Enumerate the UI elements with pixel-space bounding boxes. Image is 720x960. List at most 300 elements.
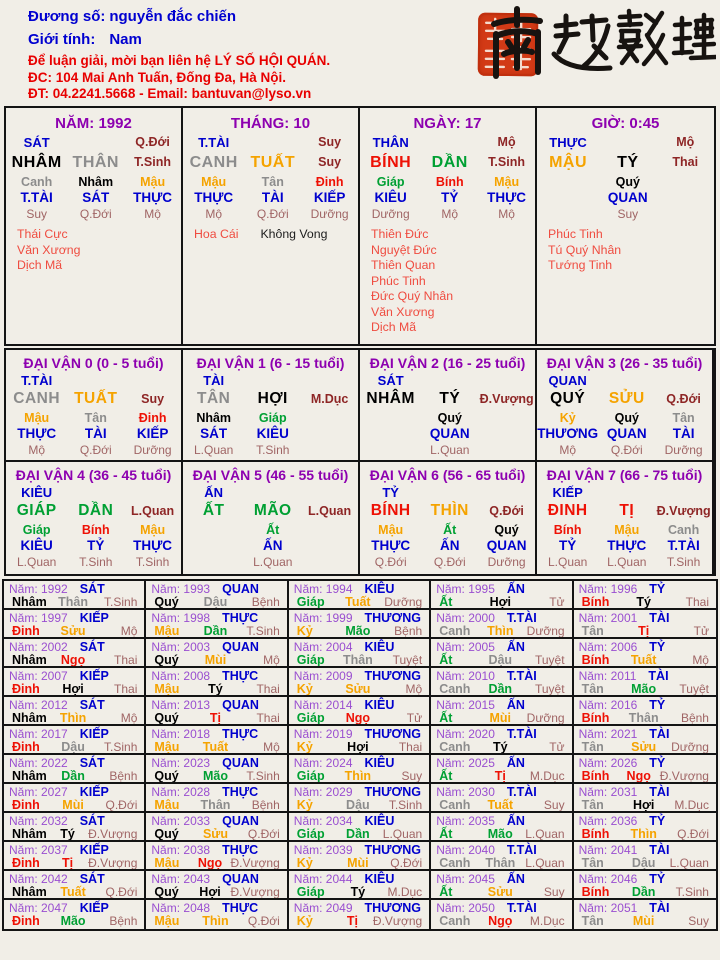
year-cell-2008 xyxy=(146,668,288,697)
year-detail-line xyxy=(431,770,571,784)
year-branch-label: Dậu xyxy=(488,653,513,667)
year-stem-label: Ất xyxy=(439,827,453,841)
year-stage-label: Q.Đới xyxy=(390,856,423,870)
year-branch-label: Tuất xyxy=(345,595,371,609)
year-stage-label: Đ.Vượng xyxy=(372,914,423,928)
year-stem-label: Quý xyxy=(154,653,179,667)
hidden-stems-row xyxy=(6,175,181,190)
year-stage-label: Dưỡng xyxy=(526,711,565,725)
year-stem-label: Tân xyxy=(581,914,604,928)
year-stage-label: L.Quan xyxy=(525,856,565,870)
daivan-cell-2 xyxy=(360,350,537,462)
year-cell-1997 xyxy=(4,610,146,639)
year-stem-label: Mậu xyxy=(154,624,180,638)
year-header-line xyxy=(431,813,571,828)
hidden-stage-label: T.Sinh xyxy=(256,443,290,457)
year-stem-label: Quý xyxy=(154,827,179,841)
year-detail-line xyxy=(574,770,716,784)
stem-branch-row xyxy=(6,388,181,411)
year-stage-label: Tử xyxy=(406,711,423,725)
hidden-star-label: THỰC xyxy=(17,426,57,441)
stem-label: ĐINH xyxy=(547,502,588,519)
year-star-label: QUAN xyxy=(222,697,259,712)
hidden-stem-label: Bính xyxy=(435,175,464,189)
hidden-stage-label xyxy=(657,207,714,222)
year-header-line xyxy=(574,581,716,596)
year-detail-line xyxy=(574,828,716,842)
year-label: Năm: 2024 xyxy=(293,755,353,770)
year-detail-line xyxy=(431,915,571,929)
hidden-stars-row xyxy=(6,426,181,443)
year-stem-label: Quý xyxy=(154,885,179,899)
year-label: Năm: 2038 xyxy=(151,842,211,857)
hidden-stem-label: Kỷ xyxy=(559,411,576,425)
top-star-label: KIÊU xyxy=(21,485,53,500)
hidden-stem-label: Mậu xyxy=(140,175,166,189)
year-cell-2028 xyxy=(146,784,288,813)
year-detail-line xyxy=(4,828,144,842)
stem-branch-row xyxy=(6,500,181,523)
stem-label: MẬU xyxy=(549,154,587,171)
top-stage-label: Mộ xyxy=(497,135,516,149)
year-star-label: KIÊU xyxy=(364,639,395,654)
year-detail-line xyxy=(289,857,429,871)
year-cell-2018 xyxy=(146,726,288,755)
year-branch-label: Sửu xyxy=(487,885,513,899)
gods-line xyxy=(371,289,535,305)
year-header-line xyxy=(4,639,144,654)
god-label: Nguyệt Đức xyxy=(371,242,437,257)
gods-line xyxy=(17,258,181,274)
year-cell-2001 xyxy=(574,610,716,639)
top-stage-label xyxy=(301,485,358,500)
pillar-cell-1 xyxy=(183,108,360,344)
year-detail-line xyxy=(574,799,716,813)
god-label: Thái Cực xyxy=(17,227,68,241)
hidden-stars-row xyxy=(537,190,714,207)
year-label: Năm: 2000 xyxy=(436,610,495,625)
hidden-star-label: ẤN xyxy=(263,538,283,553)
year-stage-label: L.Quan xyxy=(669,856,709,870)
spacer xyxy=(421,485,478,500)
hidden-stem-label: Canh xyxy=(667,523,700,537)
year-branch-label: Hợi xyxy=(489,595,511,609)
hidden-star-label: THỰC xyxy=(133,538,173,553)
year-branch-label: Dần xyxy=(346,827,370,841)
hidden-stars-row xyxy=(537,538,712,555)
year-label: Năm: 2035 xyxy=(436,813,495,828)
hidden-stem-label: Mậu xyxy=(378,523,404,537)
year-label: Năm: 2021 xyxy=(578,726,638,741)
year-branch-label: Mão xyxy=(345,624,371,638)
year-label: Năm: 2047 xyxy=(9,900,68,915)
year-stage-label: Đ.Vượng xyxy=(659,769,709,783)
year-cell-2025 xyxy=(431,755,573,784)
year-star-label: THỰC xyxy=(222,668,259,683)
year-cell-2038 xyxy=(146,842,288,871)
top-star-label: QUAN xyxy=(548,373,587,388)
year-label: Năm: 2011 xyxy=(578,668,637,683)
contact-line-3: ĐT: 04.2241.5668 - Email: bantuvan@lyso.vn xyxy=(28,86,312,101)
stem-branch-row xyxy=(183,500,358,523)
pillar-top-row xyxy=(360,485,535,500)
year-star-label: T.TÀI xyxy=(506,610,537,625)
year-header-line xyxy=(289,639,429,654)
year-stem-label: Giáp xyxy=(296,595,325,609)
god-label: Tướng Tinh xyxy=(548,258,613,272)
branch-label: HỢI xyxy=(257,390,288,407)
pillar-top-row xyxy=(537,485,712,500)
year-detail-line xyxy=(431,828,571,842)
year-detail-line xyxy=(574,741,716,755)
year-label: Năm: 1999 xyxy=(293,610,353,625)
top-star-label: THÂN xyxy=(372,135,409,150)
year-detail-line xyxy=(146,712,286,726)
year-detail-line xyxy=(574,886,716,900)
spacer xyxy=(67,485,124,500)
hidden-stem-label: Mậu xyxy=(614,523,640,537)
stem-branch-row xyxy=(537,388,712,411)
year-detail-line xyxy=(289,828,429,842)
year-detail-line xyxy=(431,857,571,871)
year-stem-label: Bính xyxy=(581,827,610,841)
year-star-label: THƯƠNG xyxy=(364,842,421,857)
year-detail-line xyxy=(146,741,286,755)
hidden-star-label: THƯƠNG xyxy=(537,426,599,441)
year-branch-label: Mùi xyxy=(204,653,227,667)
hidden-stage-label xyxy=(183,555,244,570)
year-cell-2046 xyxy=(574,871,716,900)
year-header-line xyxy=(289,842,429,857)
god-label: Hoa Cái xyxy=(194,227,239,241)
year-header-line xyxy=(574,668,716,683)
year-header-line xyxy=(4,668,144,683)
hidden-stems-row xyxy=(360,175,535,190)
year-stage-label: Q.Đới xyxy=(105,798,138,812)
year-header-line xyxy=(146,755,286,770)
year-star-label: ẤN xyxy=(506,755,525,770)
year-stage-label: M.Dục xyxy=(674,798,709,812)
year-stage-label: Đ.Vượng xyxy=(88,827,138,841)
stage-label: Q.Đới xyxy=(666,392,701,406)
year-header-line xyxy=(574,871,716,886)
year-stem-label: Giáp xyxy=(296,711,325,725)
year-label: Năm: 2030 xyxy=(436,784,495,799)
hidden-stage-label: L.Quan xyxy=(253,555,293,569)
hidden-stem-label: Bính xyxy=(553,523,582,537)
hidden-star-label: TÀI xyxy=(261,190,284,205)
year-stem-label: Tân xyxy=(581,682,604,696)
hidden-stage-label xyxy=(301,555,358,570)
year-detail-line xyxy=(4,770,144,784)
year-cell-1992 xyxy=(4,581,146,610)
year-detail-line xyxy=(289,915,429,929)
year-label: Năm: 2039 xyxy=(293,842,353,857)
year-detail-line xyxy=(146,596,286,610)
year-detail-line xyxy=(289,712,429,726)
stage-label: Đ.Vượng xyxy=(656,504,711,518)
year-branch-label: Tị xyxy=(346,914,358,928)
hidden-stars-row xyxy=(183,426,358,443)
hidden-star-label: KIÊU xyxy=(374,190,407,205)
year-label: Năm: 1993 xyxy=(151,581,211,596)
year-header-line xyxy=(4,842,144,857)
year-header-line xyxy=(431,697,571,712)
year-cell-2030 xyxy=(431,784,573,813)
year-header-line xyxy=(4,726,144,741)
year-stage-label: Tử xyxy=(549,595,565,609)
year-branch-label: Tị xyxy=(62,856,74,870)
year-stem-label: Canh xyxy=(439,914,471,928)
hidden-stage-label xyxy=(360,443,421,458)
year-stem-label: Giáp xyxy=(296,769,325,783)
year-detail-line xyxy=(146,857,286,871)
year-label: Năm: 2031 xyxy=(578,784,638,799)
year-star-label: TỶ xyxy=(649,871,666,886)
year-branch-label: Sửu xyxy=(60,624,86,638)
hidden-stage-label: Suy xyxy=(26,207,48,221)
hidden-stages-row xyxy=(537,207,714,222)
hidden-stem-label: Ất xyxy=(443,523,457,537)
year-header-line xyxy=(431,755,571,770)
year-label: Năm: 2027 xyxy=(9,784,68,799)
year-detail-line xyxy=(146,828,286,842)
year-header-line xyxy=(146,871,286,886)
year-header-line xyxy=(146,697,286,712)
year-label: Năm: 1998 xyxy=(151,610,211,625)
hidden-stage-label xyxy=(301,443,358,458)
year-branch-label: Dần xyxy=(631,885,656,899)
year-detail-line xyxy=(289,741,429,755)
year-cell-2015 xyxy=(431,697,573,726)
year-header-line xyxy=(289,668,429,683)
stem-branch-row xyxy=(360,388,535,411)
year-header-line xyxy=(146,813,286,828)
top-stage-label xyxy=(655,373,712,388)
hidden-stage-label: Q.Đới xyxy=(374,555,407,569)
year-cell-1998 xyxy=(146,610,288,639)
year-stage-label: Mộ xyxy=(263,740,280,754)
hidden-stages-row xyxy=(183,443,358,458)
year-detail-line xyxy=(574,915,716,929)
year-header-line xyxy=(431,581,571,596)
year-label: Năm: 2046 xyxy=(578,871,638,886)
gods-line xyxy=(371,243,535,259)
year-stage-label: Bệnh xyxy=(394,624,423,638)
year-detail-line xyxy=(4,596,144,610)
top-stage-label xyxy=(478,373,535,388)
year-star-label: KIÊU xyxy=(364,813,395,828)
spacer xyxy=(244,134,301,151)
gender-label: Giới tính: xyxy=(28,31,96,48)
year-detail-line xyxy=(146,654,286,668)
year-detail-line xyxy=(574,683,716,697)
stage-label: Suy xyxy=(318,155,342,169)
year-label: Năm: 2015 xyxy=(436,697,495,712)
year-stage-label: Thai xyxy=(256,682,280,696)
daivan-cell-7 xyxy=(537,462,714,574)
hidden-stage-label: Dưỡng xyxy=(133,443,172,457)
year-stem-label: Nhâm xyxy=(12,827,47,841)
hidden-star-label: QUAN xyxy=(486,538,527,553)
year-stem-label: Nhâm xyxy=(12,595,47,609)
year-label: Năm: 1997 xyxy=(9,610,68,625)
year-star-label: TÀI xyxy=(649,610,670,625)
year-stage-label: Suy xyxy=(543,885,565,899)
year-stage-label: Tuyệt xyxy=(392,653,423,667)
contact-line-2: ĐC: 104 Mai Anh Tuấn, Đống Đa, Hà Nội. xyxy=(28,69,287,85)
year-stage-label: Tử xyxy=(549,740,565,754)
top-star-label: SÁT xyxy=(377,373,404,388)
year-branch-label: Hợi xyxy=(62,682,84,696)
stem-branch-row xyxy=(537,151,714,175)
branch-label: TUẤT xyxy=(74,390,118,407)
year-branch-label: Dần xyxy=(61,769,85,783)
spacer xyxy=(244,373,301,388)
year-header-line xyxy=(574,784,716,799)
year-cell-2024 xyxy=(289,755,431,784)
hidden-stage-label: Q.Đới xyxy=(79,207,112,221)
top-star-label: TÀI xyxy=(203,373,225,388)
year-branch-label: Sửu xyxy=(631,740,657,754)
year-stage-label: Bệnh xyxy=(251,595,280,609)
year-stage-label: T.Sinh xyxy=(104,740,138,754)
hidden-stages-row xyxy=(360,555,535,570)
branch-label: MÃO xyxy=(253,502,292,519)
hidden-stem-label: Tân xyxy=(84,411,107,425)
hidden-stars-row xyxy=(6,190,181,207)
daivan-title: ĐẠI VẬN 5 (46 - 55 tuổi) xyxy=(192,467,349,483)
year-stage-label: Mộ xyxy=(120,711,138,725)
hidden-stem-label: Mậu xyxy=(24,411,50,425)
hidden-stem-label xyxy=(478,411,535,426)
year-stage-label: Mộ xyxy=(120,624,138,638)
year-star-label: SÁT xyxy=(79,813,105,828)
hidden-star-label: ẤN xyxy=(440,538,460,553)
hidden-stems-row xyxy=(537,411,712,426)
god-label: Đức Quý Nhân xyxy=(371,289,454,303)
hidden-stem-label: Quý xyxy=(615,175,640,189)
hidden-star-label: TÀI xyxy=(672,426,695,441)
hidden-star-label: TỶ xyxy=(441,190,459,205)
year-stage-label: M.Dục xyxy=(529,769,565,783)
year-label: Năm: 2028 xyxy=(151,784,211,799)
year-stem-label: Tân xyxy=(581,624,604,638)
year-header-line xyxy=(431,726,571,741)
year-branch-label: Tuất xyxy=(630,653,657,667)
year-header-line xyxy=(289,900,429,915)
branch-label: TÝ xyxy=(439,390,461,407)
top-star-label: ẤN xyxy=(204,485,224,500)
stem-label: CANH xyxy=(189,154,238,171)
year-stem-label: Ất xyxy=(439,595,453,609)
year-branch-label: Mão xyxy=(487,827,513,841)
year-cell-2042 xyxy=(4,871,146,900)
year-header-line xyxy=(4,755,144,770)
year-star-label: ẤN xyxy=(506,813,525,828)
hidden-stem-label: Đinh xyxy=(138,411,167,425)
year-star-label: KIẾP xyxy=(79,610,109,625)
year-cell-2033 xyxy=(146,813,288,842)
year-star-label: TÀI xyxy=(649,726,670,741)
year-cell-2013 xyxy=(146,697,288,726)
hidden-stage-label: Dưỡng xyxy=(310,207,349,221)
year-header-line xyxy=(4,900,144,915)
year-stem-label: Mậu xyxy=(154,740,180,754)
year-star-label: ẤN xyxy=(506,697,525,712)
hidden-stage-label: Q.Đới xyxy=(610,443,643,457)
year-branch-label: Dậu xyxy=(203,595,228,609)
year-star-label: QUAN xyxy=(222,871,259,886)
year-label: Năm: 2032 xyxy=(9,813,68,828)
year-header-line xyxy=(289,697,429,712)
year-detail-line xyxy=(431,712,571,726)
year-detail-line xyxy=(289,886,429,900)
hidden-star-label: THỰC xyxy=(371,538,411,553)
year-star-label: QUAN xyxy=(222,639,259,654)
daivan-title: ĐẠI VẬN 6 (56 - 65 tuổi) xyxy=(369,467,526,483)
year-header-line xyxy=(574,755,716,770)
year-stage-label: L.Quan xyxy=(525,827,565,841)
hidden-stem-label: Mậu xyxy=(140,523,166,537)
year-label: Năm: 2023 xyxy=(151,755,211,770)
stage-label: T.Sinh xyxy=(134,155,171,169)
year-stem-label: Ất xyxy=(439,769,453,783)
hidden-stems-row xyxy=(360,411,535,426)
year-cell-1996 xyxy=(574,581,716,610)
hidden-stage-label: T.Sinh xyxy=(666,555,701,569)
hidden-stages-row xyxy=(360,207,535,222)
year-header-line xyxy=(431,900,571,915)
god-label: Phúc Tinh xyxy=(548,227,603,241)
year-branch-label: Tý xyxy=(492,740,508,754)
hidden-stems-row xyxy=(537,523,712,538)
year-stem-label: Kỷ xyxy=(296,914,313,928)
year-stage-label: Q.Đới xyxy=(105,885,138,899)
hidden-stages-row xyxy=(537,555,712,570)
stem-label: NHÂM xyxy=(11,154,62,171)
year-detail-line xyxy=(146,886,286,900)
year-label: Năm: 2044 xyxy=(293,871,353,886)
hidden-stem-label: Tân xyxy=(261,175,284,189)
year-stem-label: Canh xyxy=(439,682,471,696)
year-star-label: THỰC xyxy=(222,610,259,625)
year-label: Năm: 1995 xyxy=(436,581,495,596)
year-stem-label: Kỷ xyxy=(296,856,313,870)
gods-line xyxy=(194,227,358,243)
year-stage-label: Thai xyxy=(114,682,138,696)
year-cell-2012 xyxy=(4,697,146,726)
year-star-label: ẤN xyxy=(506,581,525,596)
year-label: Năm: 2018 xyxy=(151,726,211,741)
year-stem-label: Bính xyxy=(581,885,610,899)
year-star-label: ẤN xyxy=(506,639,525,654)
year-star-label: KIẾP xyxy=(79,784,109,799)
calligraphy-nam-viet-so-ly xyxy=(486,2,716,86)
year-stem-label: Tân xyxy=(581,798,604,812)
year-branch-label: Tuất xyxy=(487,798,513,812)
year-cell-1994 xyxy=(289,581,431,610)
hidden-stem-label: Quý xyxy=(437,411,462,425)
gods-list xyxy=(537,227,714,274)
hidden-star-label: SÁT xyxy=(200,426,228,441)
year-header-line xyxy=(574,726,716,741)
stem-branch-row xyxy=(360,151,535,175)
year-detail-line xyxy=(289,625,429,639)
year-label: Năm: 2049 xyxy=(293,900,353,915)
spacer xyxy=(67,134,124,151)
hidden-stage-label: L.Quan xyxy=(193,443,234,457)
